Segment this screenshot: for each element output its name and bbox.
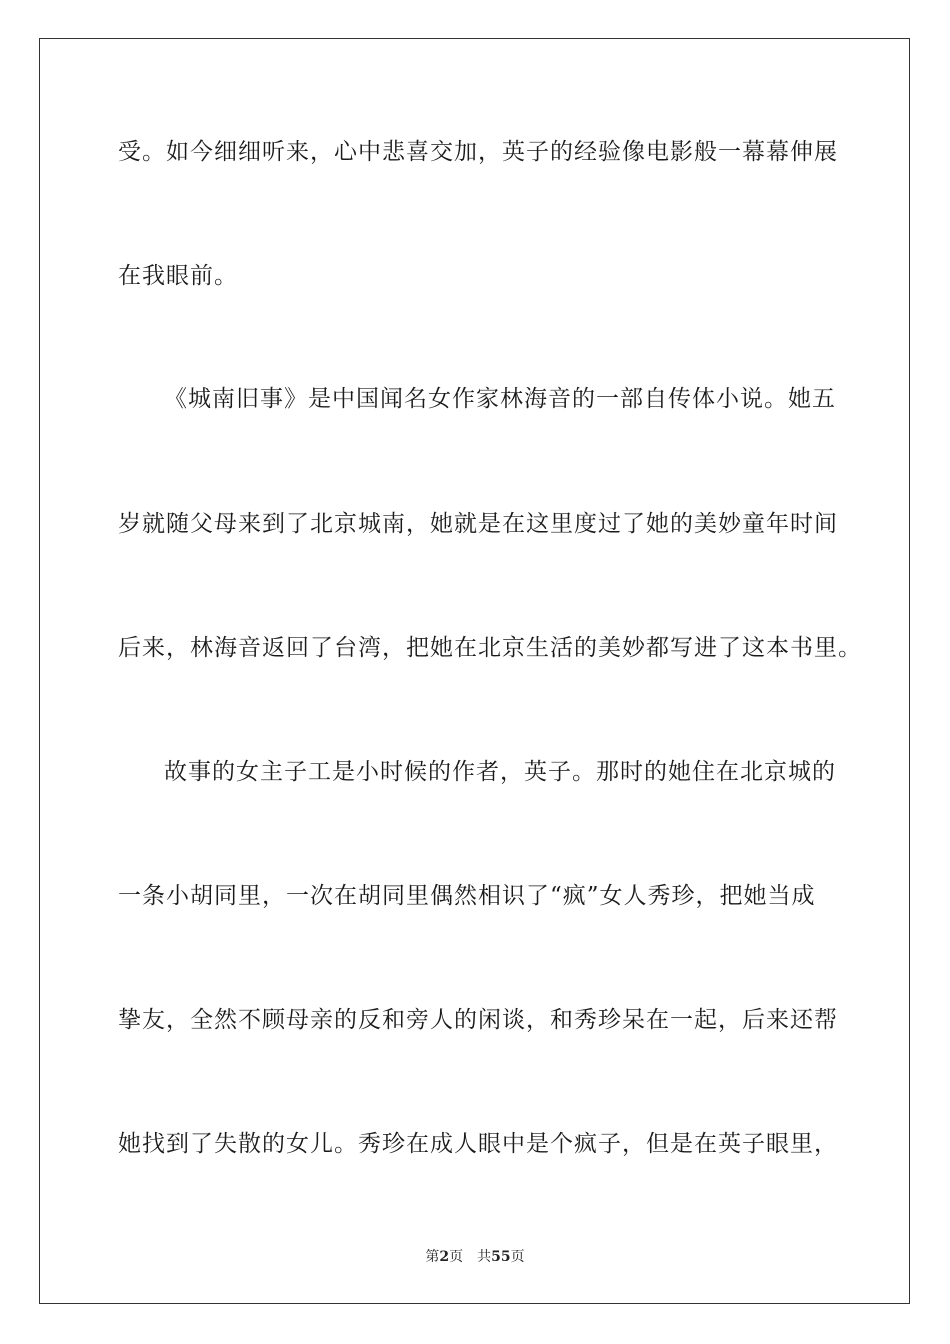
- text-line: 一条小胡同里，一次在胡同里偶然相识了“疯”女人秀珍，把她当成: [118, 883, 816, 909]
- text-line: 岁就随父母来到了北京城南，她就是在这里度过了她的美妙童年时间: [118, 511, 838, 537]
- paragraph-start-line: 故事的女主子工是小时候的作者，英子。那时的她住在北京城的: [164, 759, 836, 785]
- text-line: 在我眼前。: [118, 263, 238, 289]
- page-number: 2: [439, 1249, 450, 1265]
- page-border: [39, 38, 910, 1304]
- total-suffix: 页: [510, 1249, 525, 1265]
- text-line: 她找到了失散的女儿。秀珍在成人眼中是个疯子，但是在英子眼里，: [118, 1131, 838, 1157]
- page-footer: [0, 1248, 950, 1266]
- total-prefix: 共: [477, 1249, 492, 1265]
- text-line: 挚友，全然不顾母亲的反和旁人的闲谈，和秀珍呆在一起，后来还帮: [118, 1007, 838, 1033]
- text-line: 受。如今细细听来，心中悲喜交加，英子的经验像电影般一幕幕伸展: [118, 139, 838, 165]
- paragraph-start-line: 《城南旧事》是中国闻名女作家林海音的一部自传体小说。她五: [164, 386, 836, 412]
- total-pages: 55: [491, 1249, 511, 1265]
- page-prefix: 第: [425, 1249, 440, 1265]
- page-suffix: 页: [449, 1249, 464, 1265]
- text-line: 后来，林海音返回了台湾，把她在北京生活的美妙都写进了这本书里。: [118, 635, 862, 661]
